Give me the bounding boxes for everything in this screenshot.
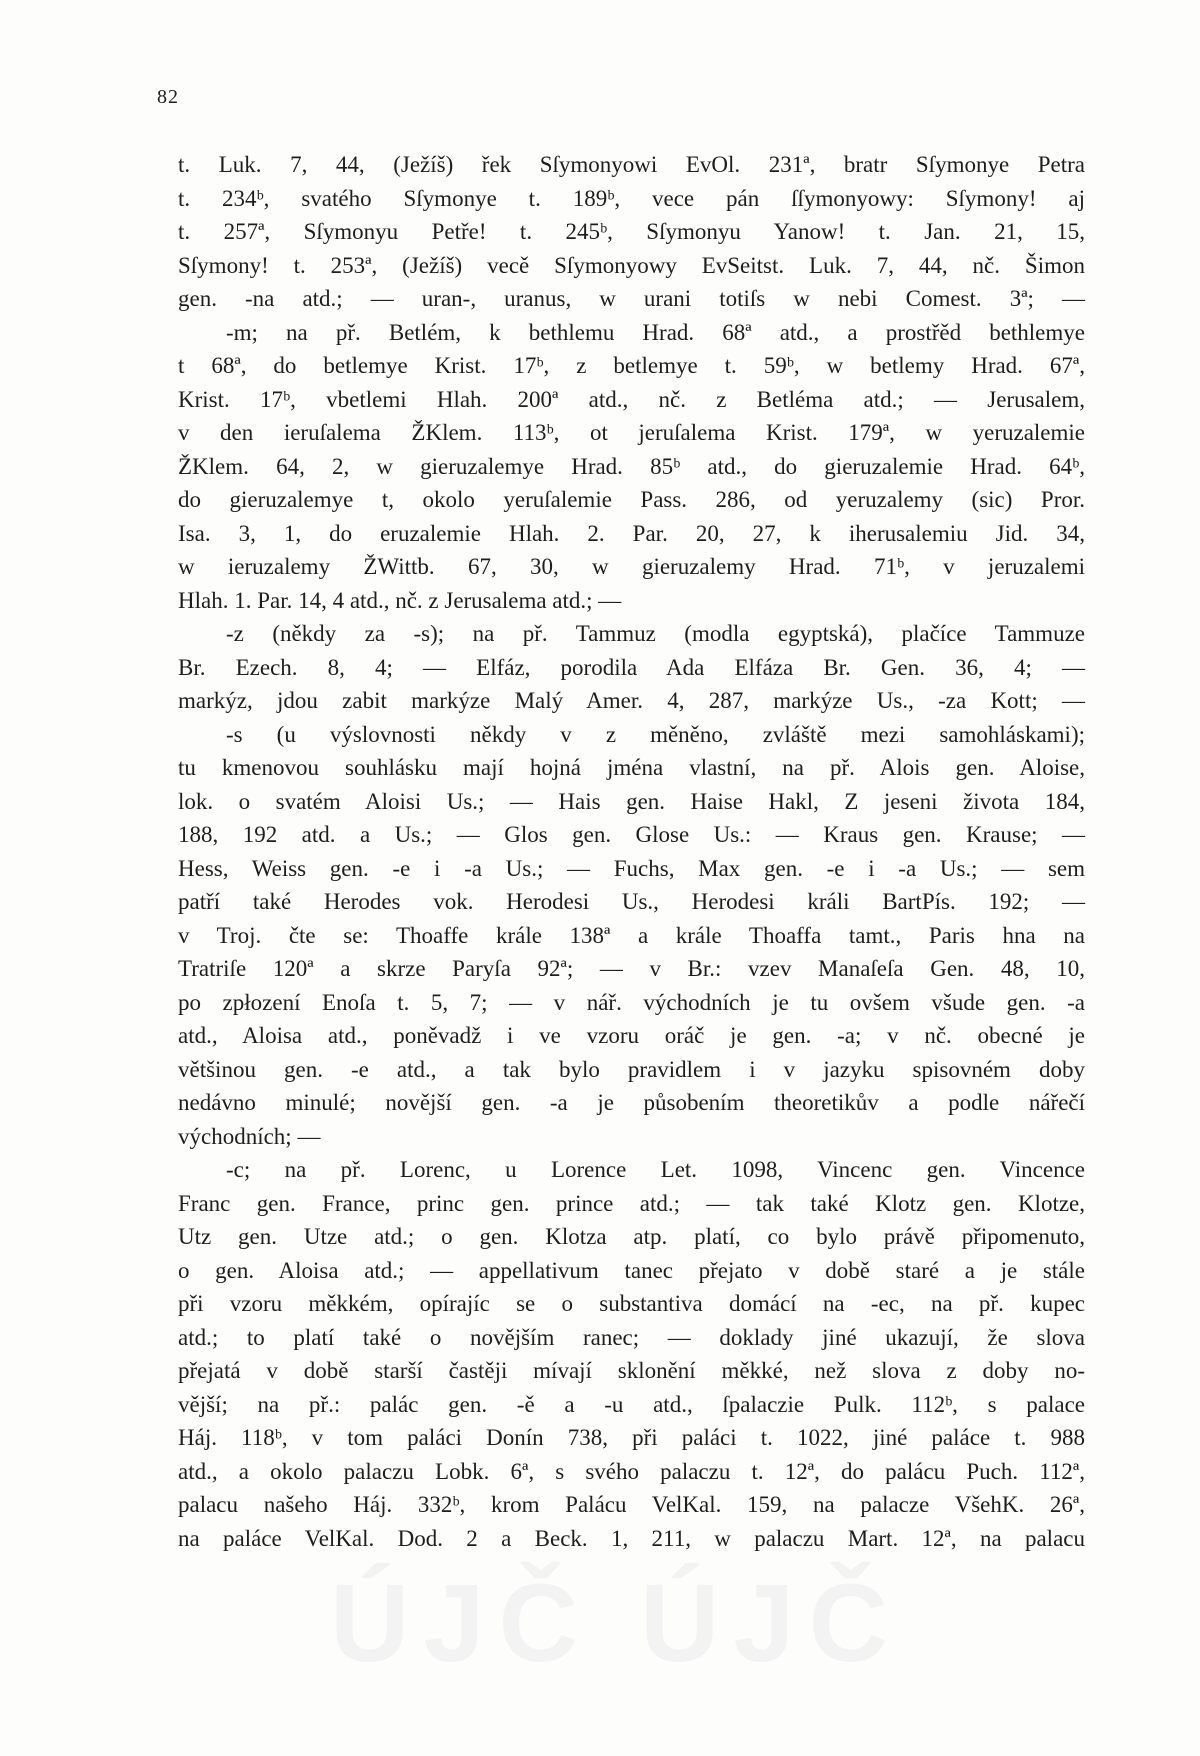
- text-line: palacu našeho Háj. 332ᵇ, krom Palácu VelKal. 159, na palacze VšehK. 26ª,: [178, 1492, 1085, 1517]
- text-line: Krist. 17ᵇ, vbetlemi Hlah. 200ª atd., nč. z Betléma atd.; — Jerusalem,: [178, 386, 1085, 412]
- text-line: lok. o svatém Aloisi Us.; — Hais gen. Haise Hakl, Z jeseni života 184,: [178, 788, 1085, 814]
- text-line: východních; —: [178, 1123, 321, 1149]
- text-line: o gen. Aloisa atd.; — appellativum tanec přejato v době staré a je stále: [178, 1257, 1085, 1283]
- text-line: Br. Ezech. 8, 4; — Elfáz, porodila Ada Elfáza Br. Gen. 36, 4; —: [178, 654, 1085, 680]
- text-line: gen. -na atd.; — uran-, uranus, w urani totiſs w nebi Comest. 3ª; —: [178, 286, 1085, 311]
- text-line: v Troj. čte se: Thoaffe krále 138ª a krále Thoaffa tamt., Paris hna na: [178, 922, 1085, 948]
- text-line: Franc gen. France, princ gen. prince atd.; — tak také Klotz gen. Klotze,: [178, 1190, 1085, 1216]
- text-line: vější; na př.: palác gen. -ě a -u atd., ſpalaczie Pulk. 112ᵇ, s palace: [178, 1391, 1085, 1417]
- text-line: Isa. 3, 1, do eruzalemie Hlah. 2. Par. 20, 27, k iherusalemiu Jid. 34,: [178, 520, 1085, 546]
- text-line: atd., a okolo palaczu Lobk. 6ª, s svého palaczu t. 12ª, do palácu Puch. 112ª,: [178, 1458, 1085, 1484]
- text-line: většinou gen. -e atd., a tak bylo pravidlem i v jazyku spisovném doby: [178, 1056, 1085, 1082]
- text-line: t. 234ᵇ, svatého Sſymonye t. 189ᵇ, vece pán ſſymonyowy: Sſymony! aj: [178, 185, 1085, 211]
- text-line: patří také Herodes vok. Herodesi Us., Herodesi králi BartPís. 192; —: [178, 889, 1085, 914]
- text-line: Tratriſe 120ª a skrze Paryſa 92ª; — v Br.: vzev Manaſeſa Gen. 48, 10,: [178, 956, 1085, 981]
- watermark-right: ÚJČ: [640, 1562, 903, 1685]
- text-line: atd.; to platí také o novějším ranec; — doklady jiné ukazují, že slova: [178, 1324, 1085, 1350]
- text-line: -m; na př. Betlém, k bethlemu Hrad. 68ª atd., a prostřěd bethlemye: [226, 319, 1085, 345]
- text-line: Hlah. 1. Par. 14, 4 atd., nč. z Jerusalema atd.; —: [178, 587, 622, 613]
- text-line: -s (u výslovnosti někdy v z měněno, zvláště mezi samohláskami);: [226, 721, 1085, 747]
- text-line: přejatá v době starší častěji mívají sklonění měkké, než slova z doby no-: [178, 1358, 1085, 1383]
- text-line: ŽKlem. 64, 2, w gieruzalemye Hrad. 85ᵇ atd., do gieruzalemie Hrad. 64ᵇ,: [178, 453, 1085, 479]
- text-line: atd., Aloisa atd., poněvadž i ve vzoru oráč je gen. -a; v nč. obecné je: [178, 1023, 1085, 1048]
- text-line: markýz, jdou zabit markýze Malý Amer. 4, 287, markýze Us., -za Kott; —: [178, 688, 1085, 713]
- text-line: -c; na př. Lorenc, u Lorence Let. 1098, Vincenc gen. Vincence: [226, 1157, 1085, 1182]
- text-line: Sſymony! t. 253ª, (Ježíš) vecě Sſymonyowy EvSeitst. Luk. 7, 44, nč. Šimon: [178, 252, 1085, 278]
- text-line: t 68ª, do betlemye Krist. 17ᵇ, z betlemye t. 59ᵇ, w betlemy Hrad. 67ª,: [178, 353, 1085, 378]
- text-line: 188, 192 atd. a Us.; — Glos gen. Glose Us.: — Kraus gen. Krause; —: [178, 822, 1085, 847]
- text-line: Hess, Weiss gen. -e i -a Us.; — Fuchs, Max gen. -e i -a Us.; — sem: [178, 855, 1085, 881]
- text-line: Háj. 118ᵇ, v tom paláci Donín 738, při paláci t. 1022, jiné paláce t. 988: [178, 1425, 1085, 1450]
- text-line: při vzoru měkkém, opírajíc se o substantiva domácí na -ec, na př. kupec: [178, 1291, 1085, 1316]
- body-text: [178, 148, 1085, 1555]
- text-line: po zpłození Enoſa t. 5, 7; — v nář. východních je tu ovšem všude gen. -a: [178, 989, 1085, 1015]
- text-line: -z (někdy za -s); na př. Tammuz (modla egyptská), plačíce Tammuze: [226, 621, 1085, 646]
- text-line: v den ieruſalema ŽKlem. 113ᵇ, ot jeruſalema Krist. 179ª, w yeruzalemie: [178, 420, 1085, 445]
- watermark-left: ÚJČ: [330, 1562, 593, 1685]
- text-line: w ieruzalemy ŽWittb. 67, 30, w gieruzalemy Hrad. 71ᵇ, v jeruzalemi: [178, 554, 1085, 579]
- text-line: t. 257ª, Sſymonyu Petře! t. 245ᵇ, Sſymonyu Yanow! t. Jan. 21, 15,: [178, 219, 1085, 244]
- text-line: do gieruzalemye t, okolo yeruſalemie Pass. 286, od yeruzalemy (sic) Pror.: [178, 487, 1085, 512]
- page-number: 82: [157, 86, 179, 108]
- text-line: nedávno minulé; novější gen. -a je působením theoretikův a podle nářečí: [178, 1090, 1085, 1115]
- text-line: t. Luk. 7, 44, (Ježíš) řek Sſymonyowi EvOl. 231ª, bratr Sſymonye Petra: [178, 152, 1085, 177]
- text-line: na paláce VelKal. Dod. 2 a Beck. 1, 211, w palaczu Mart. 12ª, na palacu: [178, 1525, 1085, 1551]
- text-line: tu kmenovou souhlásku mají hojná jména vlastní, na př. Alois gen. Aloise,: [178, 755, 1085, 780]
- text-line: Utz gen. Utze atd.; o gen. Klotza atp. platí, co bylo právě připomenuto,: [178, 1224, 1085, 1249]
